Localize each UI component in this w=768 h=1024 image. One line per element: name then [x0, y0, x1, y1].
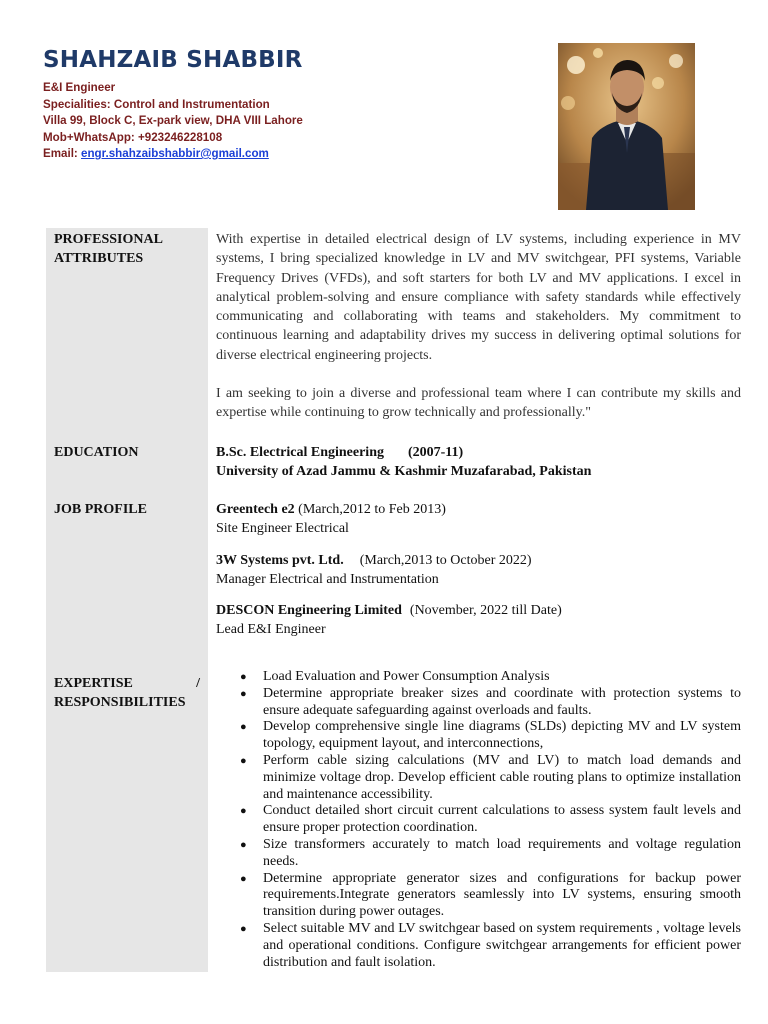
job-role: Manager Electrical and Instrumentation	[216, 571, 439, 587]
job-profile-label: JOB PROFILE	[54, 502, 147, 517]
professional-attributes-content	[216, 230, 741, 423]
job-profile-content	[216, 500, 741, 640]
job-entry	[216, 601, 741, 640]
email-line	[43, 146, 543, 163]
job-entry	[216, 551, 741, 590]
job-role: Site Engineer Electrical	[216, 521, 349, 537]
list-item: ● Load Evaluation and Power Consumption Analysis	[216, 669, 741, 686]
list-item: ● Perform cable sizing calculations (MV and LV) to match load demands and minimize voltage drop. Develop efficient cable routing plans to optimize installation and maintenance accessibility.	[216, 753, 741, 803]
profile-photo	[558, 43, 695, 210]
address: Villa 99, Block C, Ex-park view, DHA VIII Lahore	[43, 114, 303, 127]
list-item: ● Conduct detailed short circuit current calculations to assess system fault levels and ensure proper protection coordination.	[216, 803, 741, 837]
job-entry	[216, 500, 741, 539]
expertise-label: EXPERTISE / RESPONSIBILITIES	[54, 676, 200, 710]
list-item: ● Develop comprehensive single line diagrams (SLDs) depicting MV and LV system topology, equipment layout, and interconnections,	[216, 719, 741, 753]
email-link[interactable]: engr.shahzaibshabbir@gmail.com	[81, 147, 269, 160]
phone: Mob+WhatsApp: +923246228108	[43, 130, 223, 144]
job-title: E&I Engineer	[43, 81, 116, 94]
summary-paragraph: With expertise in detailed electrical design of LV systems, including experience in MV systems, I bring specialized knowledge in LV and MV switchgear, PFI systems, Variable Frequency Drives (VFDs), and soft starters for both LV and MV applications. I excel in analytical problem-solving and ensure compliance with safety standards while effectively communicating and collaborating with teams and stakeholders. My commitment to continuous learning and adaptability drives my success in delivering optimal solutions for diverse electrical engineering projects.	[216, 232, 741, 363]
list-item: ● Select suitable MV and LV switchgear based on system requirements , voltage levels and operational conditions. Configure switchgear arrangements for efficient power distribution and fault isolation.	[216, 921, 741, 971]
job-company: Greentech e2	[216, 502, 295, 517]
resume-header	[43, 46, 543, 163]
specialities: Specialities: Control and Instrumentation	[43, 97, 270, 111]
objective-paragraph: I am seeking to join a diverse and professional team where I can contribute my skills and expertise while continuing to grow technically and professionally."	[216, 386, 741, 421]
degree-years: (2007-11)	[407, 445, 464, 460]
section-label-column	[46, 228, 208, 972]
list-item: ● Determine appropriate breaker sizes and coordinate with protection systems to ensure adequate safeguarding against overloads and faults.	[216, 686, 741, 720]
job-company: DESCON Engineering Limited	[216, 603, 402, 619]
professional-attributes-label: PROFESSIONAL ATTRIBUTES	[54, 232, 163, 266]
university: University of Azad Jammu & Kashmir Muzafarabad, Pakistan	[216, 464, 592, 480]
job-company: 3W Systems pvt. Ltd.	[216, 552, 344, 568]
job-period: (March,2013 to October 2022)	[359, 552, 532, 568]
list-item: ● Determine appropriate generator sizes and configurations for backup power requirements.Integrate generators seamlessly into LV systems, ensuring smooth transition during power outages.	[216, 871, 741, 921]
job-role: Lead E&I Engineer	[216, 622, 326, 638]
job-period: (November, 2022 till Date)	[409, 603, 562, 619]
expertise-content	[216, 669, 741, 971]
education-content	[216, 443, 741, 482]
education-label: EDUCATION	[54, 445, 139, 460]
degree: B.Sc. Electrical Engineering	[216, 445, 384, 460]
list-item: ● Size transformers accurately to match load requirements and voltage regulation needs.	[216, 837, 741, 871]
candidate-name: SHAHZAIB SHABBIR	[43, 47, 303, 73]
job-period: (March,2012 to Feb 2013)	[294, 502, 446, 517]
responsibilities-list	[216, 669, 741, 971]
email-label: Email:	[43, 147, 82, 160]
degree-line	[216, 443, 741, 462]
